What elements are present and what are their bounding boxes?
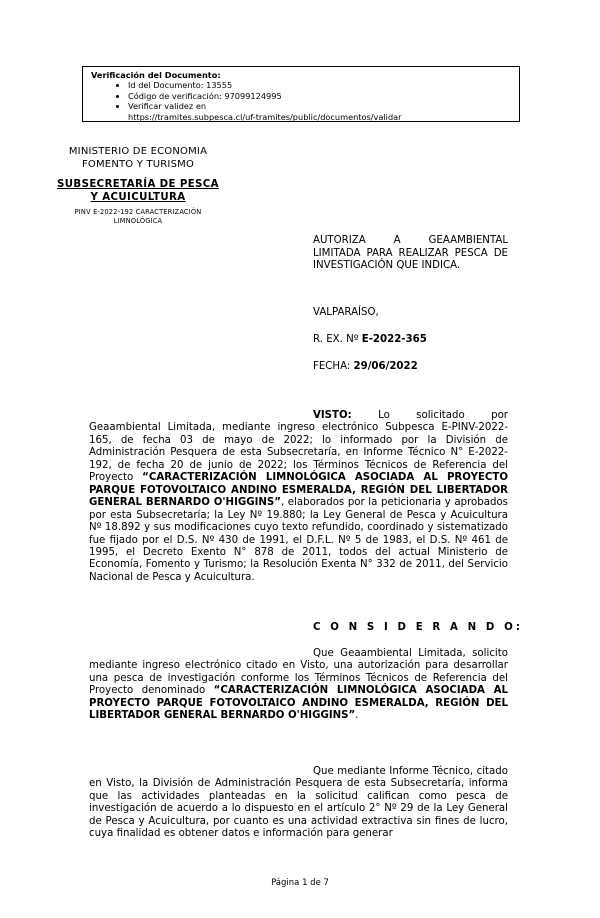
verification-url[interactable]: https://tramites.subpesca.cl/uf-tramites/public/documentos/validar — [128, 111, 402, 122]
visto-label: VISTO: — [313, 410, 352, 421]
resolution-date — [313, 361, 418, 372]
considerando-paragraph-1 — [89, 648, 508, 723]
subsecretaria-name — [38, 179, 238, 204]
visto-text-b: , elaborados por la peticionaria y aprobados por esta Subsecretaría; la Ley Nº 19.880; la Ley General de Pesca y Acuicultura Nº 18.892 y sus modificaciones cuyo texto refundido, coordinado y sistematizado fue fijado por el D.S. Nº 430 de 1991, el D.F.L. Nº 5 de 1983, el D.S. Nº 461 de 1995, el Decreto Exento N° 878 de 2011, todos del actual Ministerio de Economía, Fomento y Turismo; la Resolución Exenta N° 332 de 2011, del Servicio Nacional de Pesca y Acuicultura. — [89, 497, 508, 583]
ministry-name — [38, 146, 238, 171]
page-number: Página 1 de 7 — [271, 878, 329, 888]
subsecretaria-line-1: SUBSECRETARÍA DE PESCA — [57, 179, 219, 190]
verification-list — [91, 80, 519, 111]
verification-code: • Código de verificación: 97099124995 — [128, 91, 519, 101]
verification-title: Verificación del Documento: — [91, 70, 221, 80]
verify-label: • Verificar validez en — [128, 101, 519, 111]
considerando-heading: C O N S I D E R A N D O: — [313, 622, 524, 633]
considerando-1-text-b: . — [355, 710, 359, 722]
date-value: 29/06/2022 — [353, 361, 418, 372]
pinv-line-2: LIMNOLÓGICA — [113, 217, 163, 225]
visto-text-a: Lo solicitado por Geaambiental Limitada, mediante ingreso electrónico Subpesca E-PINV-2022-165, de fecha 03 de mayo de 2022; lo informado por la División de Administración Pesquera de esta Subsecretaría, en Informe Técnico N° E-2022-192, de fecha 20 de junio de 2022; los Términos Técnicos de Referencia del Proyecto — [89, 410, 508, 484]
document-id: • Id del Documento: 13555 — [128, 80, 519, 90]
resolution-subject: AUTORIZA A GEAAMBIENTAL LIMITADA PARA REALIZAR PESCA DE INVESTIGACIÓN QUE INDICA. — [313, 235, 508, 272]
issuer-header — [38, 146, 238, 226]
resolution-number — [313, 334, 427, 345]
pinv-reference — [38, 208, 238, 226]
ministry-line-2: FOMENTO Y TURISMO — [81, 158, 195, 170]
date-prefix: FECHA: — [313, 361, 354, 372]
place-of-issue: VALPARAÍSO, — [313, 307, 379, 318]
considerando-1-text-a: Que Geaambiental Limitada, solicito mediante ingreso electrónico citado en Visto, una autorización para desarrollar una pesca de investigación conforme los Términos Técnicos de Referencia del Proyecto denominado — [89, 648, 508, 697]
pinv-line-1: PINV E-2022-192 CARACTERIZACIÓN — [74, 208, 202, 216]
resolution-number-value: E-2022-365 — [361, 334, 427, 345]
considerando-1-project-title: “CARACTERIZACIÓN LIMNOLÓGICA ASOCIADA AL PROYECTO PARQUE FOTOVOLTAICO ANDINO ESMERALDA, REGIÓN DEL LIBERTADOR GENERAL BERNARDO O'HIGGINS” — [89, 685, 508, 722]
visto-paragraph — [89, 410, 508, 584]
verification-box — [82, 66, 520, 122]
considerando-paragraph-2: Que mediante Informe Técnico, citado en Visto, la División de Administración Pesquera de esta Subsecretaría, informa que las actividades planteadas en la solicitud califican como pesca de investigación de acuerdo a lo dispuesto en el artículo 2° Nº 29 de la Ley General de Pesca y Acuicultura, por cuanto es una actividad extractiva sin fines de lucro, cuya finalidad es obtener datos e información para generar — [89, 766, 508, 840]
resolution-prefix: R. EX. Nº — [313, 334, 362, 345]
visto-project-title: “CARACTERIZACIÓN LIMNOLÓGICA ASOCIADA AL PROYECTO PARQUE FOTOVOLTAICO ANDINO ESMERALDA, REGIÓN DEL LIBERTADOR GENERAL BERNARDO O'HIGGINS” — [89, 472, 508, 509]
ministry-line-1: MINISTERIO DE ECONOMIA — [68, 146, 208, 157]
subsecretaria-line-2: Y ACUICULTURA — [90, 191, 186, 203]
